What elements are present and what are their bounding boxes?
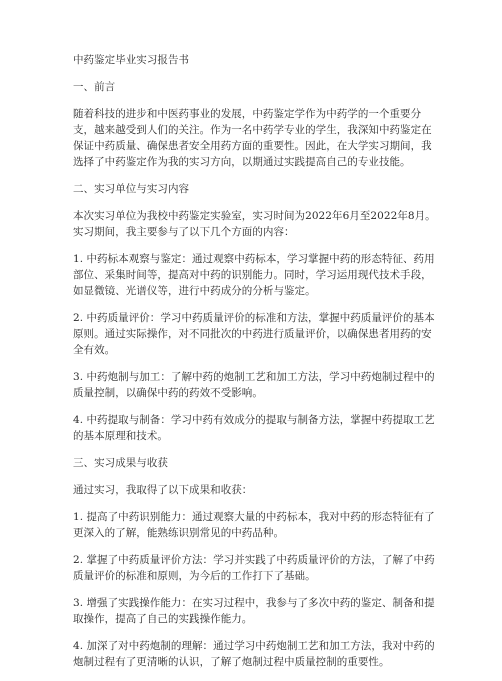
list-item: 4. 加深了对中药炮制的理解：通过学习中药炮制工艺和加工方法，我对中药的炮制过程有了更清晰的认识，了解了炮制过程中质量控制的重要性。: [73, 640, 435, 668]
list-item: 4. 中药提取与制备：学习中药有效成分的提取与制备方法，掌握中药提取工艺的基本原理和技术。: [73, 414, 435, 442]
section-heading-results: 三、实习成果与收获: [73, 457, 168, 469]
list-item: 2. 掌握了中药质量评价方法：学习并实践了中药质量评价的方法，了解了中药质量评价的标准和原则，为今后的工作打下了基础。: [73, 554, 435, 582]
section-heading-preface: 一、前言: [73, 81, 116, 93]
document-page: [73, 52, 439, 681]
paragraph: 通过实习，我取得了以下成果和收获：: [73, 484, 253, 496]
list-item: 1. 提高了中药识别能力：通过观察大量的中药标本，我对中药的形态特征有了更深入的了解，能熟练识别常见的中药品种。: [73, 511, 435, 539]
paragraph: 随着科技的进步和中医药事业的发展，中药鉴定学作为中药学的一个重要分支，越来越受到人们的关注。作为一名中药学专业的学生，我深知中药鉴定在保证中药质量、确保患者安全用药方面的重要性。因此，在大学实习期间，我选择了中药鉴定作为我的实习方向，以期通过实践提高自己的专业技能。: [73, 108, 432, 168]
list-item: 3. 中药炮制与加工：了解中药的炮制工艺和加工方法，学习中药炮制过程中的质量控制，以确保中药的药效不受影响。: [73, 371, 435, 399]
section-heading-internship-unit: 二、实习单位与实习内容: [73, 183, 190, 195]
paragraph: 本次实习单位为我校中药鉴定实验室，实习时间为2022年6月至2022年8月。实习期间，我主要参与了以下几个方面的内容：: [73, 210, 436, 238]
list-item: 3. 增强了实践操作能力：在实习过程中，我参与了多次中药的鉴定、制备和提取操作，提高了自己的实践操作能力。: [73, 597, 435, 625]
list-item: 1. 中药标本观察与鉴定：通过观察中药标本，学习掌握中药的形态特征、药用部位、采集时间等，提高对中药的识别能力。同时，学习运用现代技术手段，如显微镜、光谱仪等，进行中药成分的分析与鉴定。: [73, 253, 435, 297]
list-item: 2. 中药质量评价：学习中药质量评价的标准和方法，掌握中药质量评价的基本原则。通过实际操作，对不同批次的中药进行质量评价，以确保患者用药的安全有效。: [73, 312, 435, 356]
document-title: 中药鉴定毕业实习报告书: [73, 54, 190, 66]
